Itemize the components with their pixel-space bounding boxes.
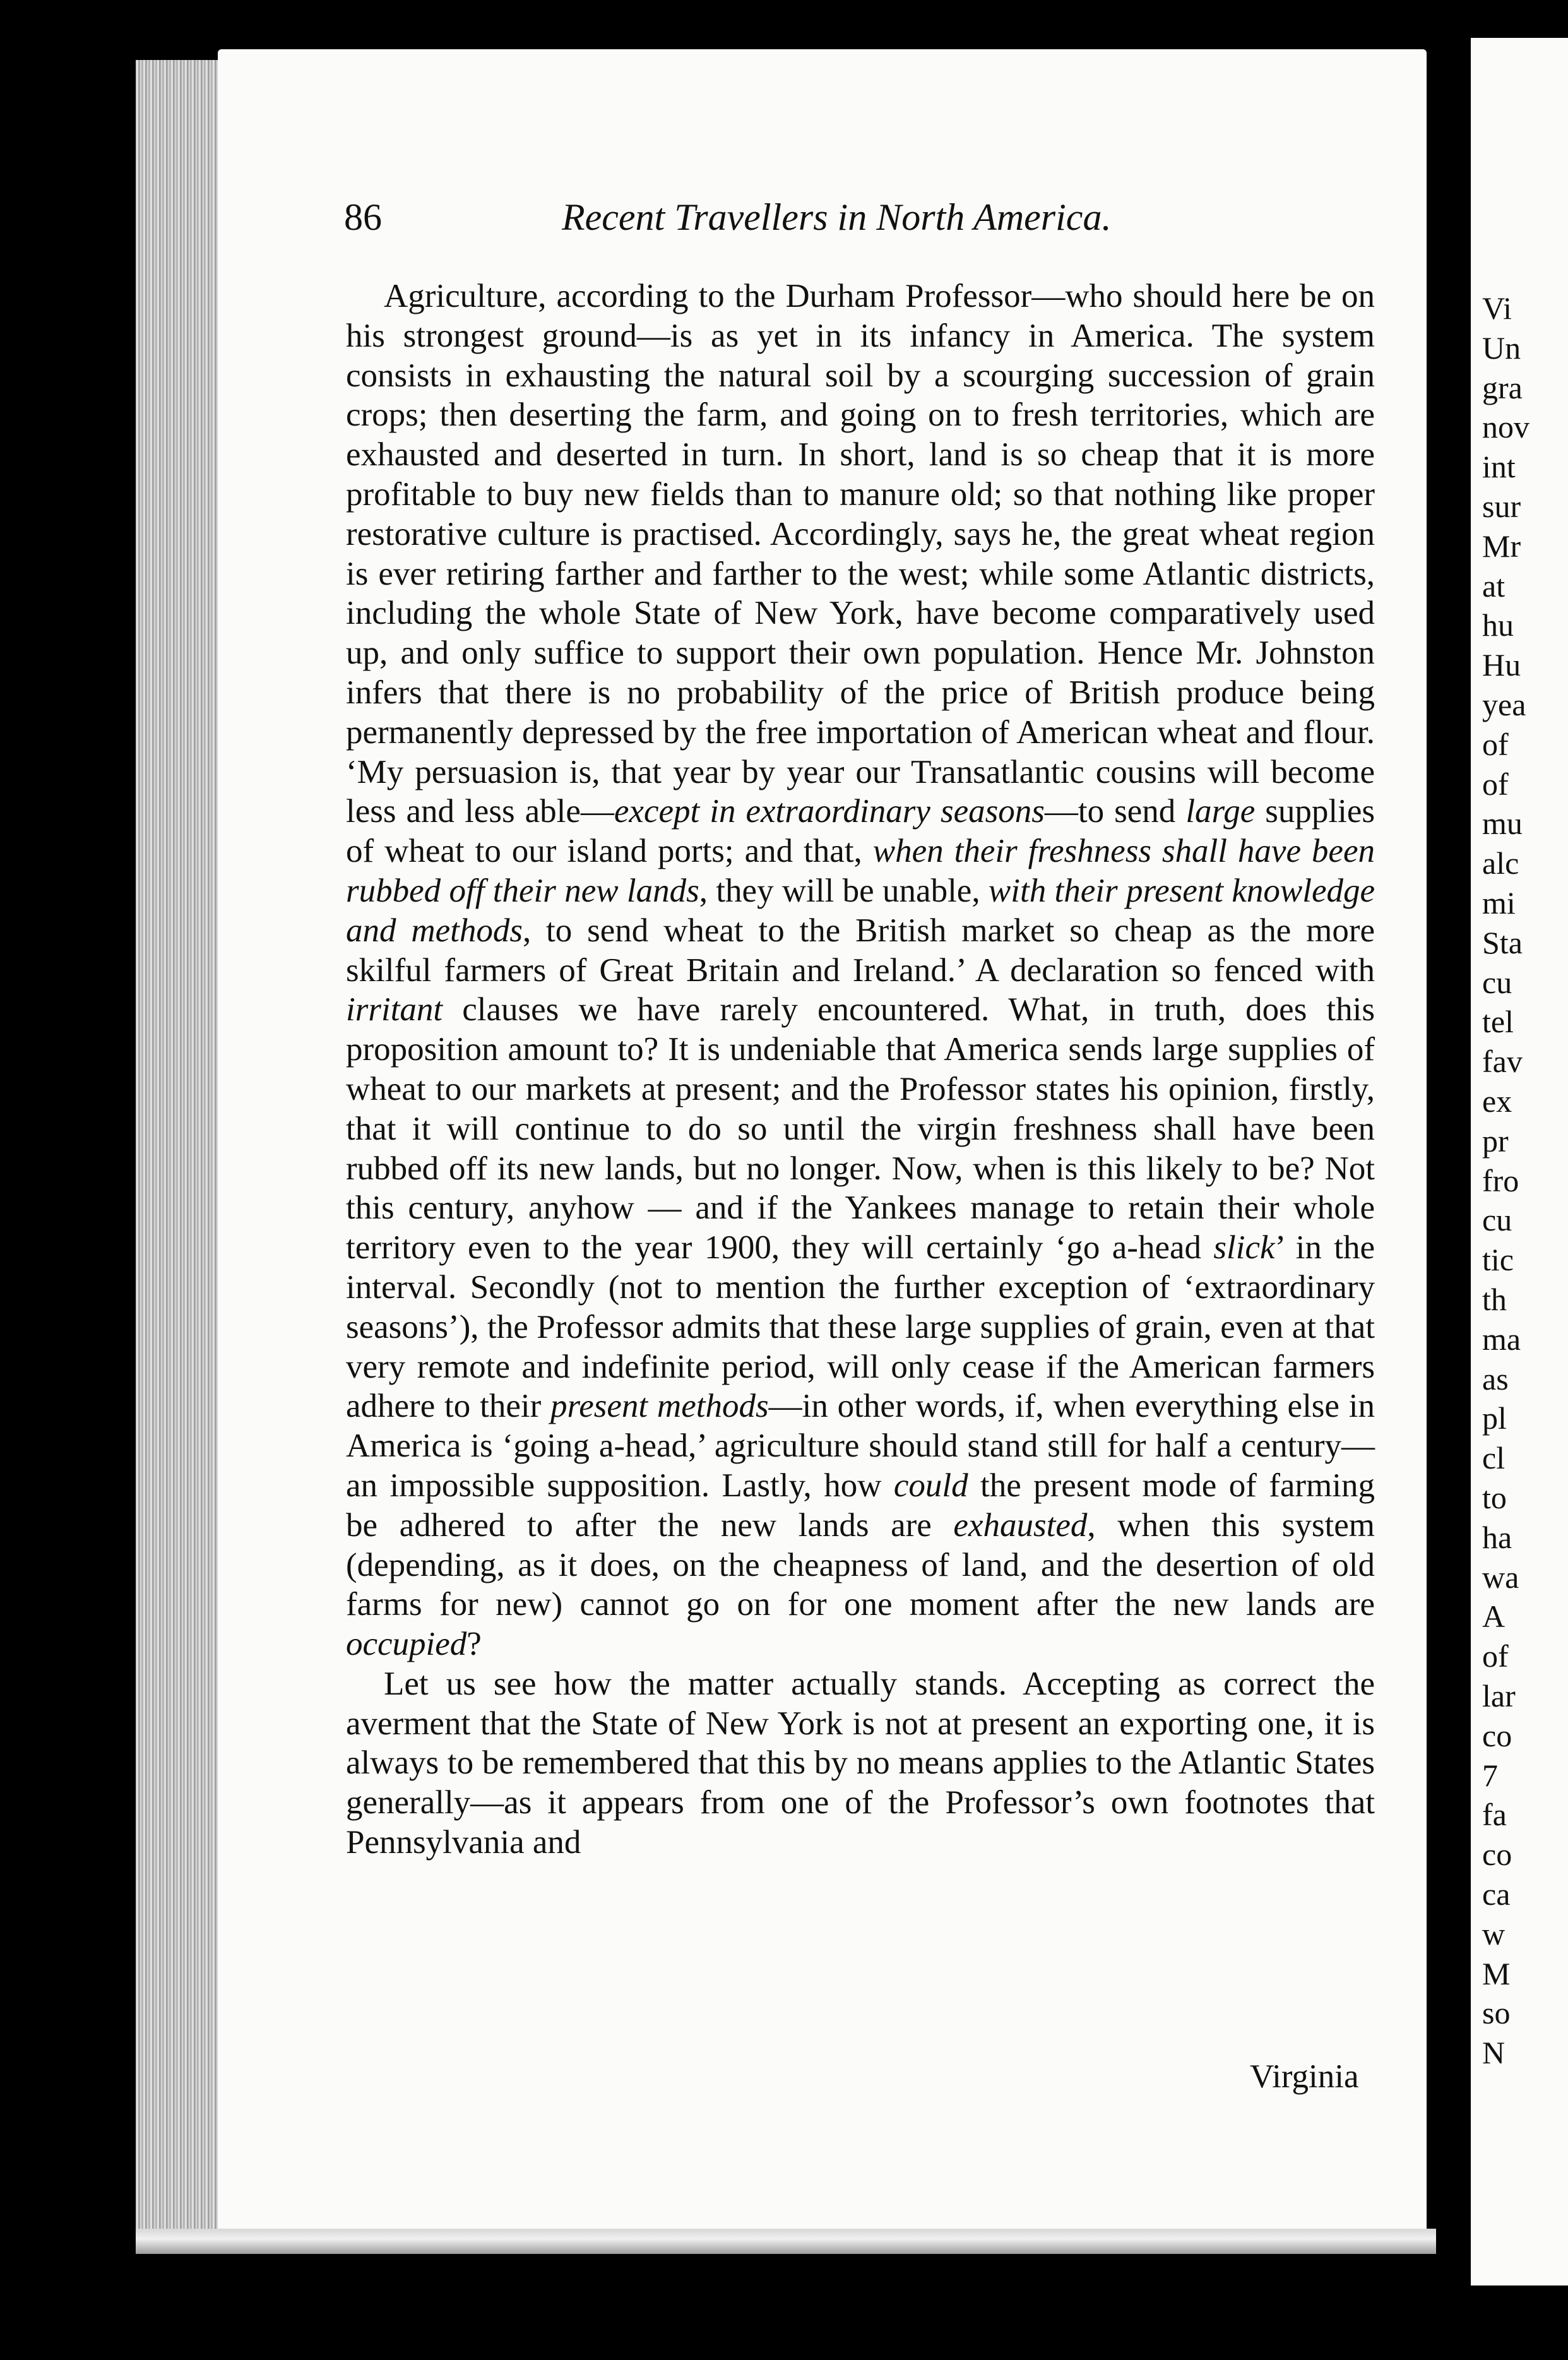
next-page-line-fragment: hu (1482, 607, 1514, 643)
text-run: , to send wheat to the British market so cheap as the more skilful farmers of Great Britain and Ireland.’ A declaration so fenced with (346, 912, 1375, 989)
next-page-line-fragment: tel (1482, 1004, 1514, 1040)
next-page-line-fragment: yea (1482, 687, 1526, 722)
italic-text: irritant (346, 991, 443, 1028)
italic-text: except in extraordinary seasons (614, 793, 1045, 830)
next-page-line-fragment: A (1482, 1599, 1506, 1635)
next-page-line-fragment: gra (1482, 369, 1523, 405)
next-page-line-fragment: th (1482, 1282, 1507, 1317)
next-page-line-fragment: w (1482, 1916, 1506, 1952)
next-page-line-fragment: sur (1482, 489, 1521, 524)
next-page-line-fragment: of (1482, 766, 1509, 802)
italic-text: with their present knowledge and methods (346, 872, 1375, 949)
next-page-line-fragment: N (1482, 2035, 1506, 2071)
next-page-line-fragment: co (1482, 1837, 1512, 1873)
next-page-fragment (1471, 38, 1568, 2286)
next-page-line-fragment: Mr (1482, 528, 1521, 564)
next-page-line-fragment: of (1482, 726, 1509, 762)
text-run: Agriculture, according to the Durham Professor—who should here be on his strongest ground—is as yet in its infancy in America. The system consists in exhausting the natural soil by a scourging succession of grain crops; then deserting the farm, and going on to fresh territories, which are exhausted and deserted in turn. In short, land is so cheap that it is more profitable to buy new fields than to manure old; so that nothing like proper restorative culture is practised. Accordingly, says he, the great wheat region is ever retiring farther and farther to the west; while some Atlantic districts, including the whole State of New York, have become comparatively used up, and only suffice to support their own population. Hence Mr. Johnston infers that there is no probability of the price of British produce being permanently depressed by the free importation of American wheat and flour. ‘My persuasion is, that year by year our Transatlantic cousins will become less and less able— (346, 278, 1375, 830)
italic-text: present methods (550, 1388, 769, 1425)
text-run: ’ in the interval. Secondly (not to mention the further exception of ‘extraordinary seasons’), the Professor admits that these large supplies of grain, even at that very remote and indefinite period, will only cease if the American farmers adhere to their (346, 1229, 1375, 1425)
text-run: Let us see how the matter actually stands. Accepting as correct the averment that the State of New York is not at present an exporting one, it is always to be remembered that this by no means applies to the Atlantic States generally—as it appears from one of the Professor’s own footnotes that Pennsylvania and (346, 1665, 1375, 1861)
text-run: supplies of wheat to our island ports; and that, (346, 793, 1375, 870)
next-page-line-fragment: mu (1482, 806, 1523, 842)
text-run: , when this system (depending, as it does, on the cheapness of land, and the desertion of old farms for new) cannot go on for one moment after the new lands are (346, 1506, 1375, 1623)
paragraph (346, 1664, 1375, 1862)
next-page-line-fragment: ca (1482, 1876, 1511, 1912)
text-run: the present mode of farming be adhered to after the new lands are (346, 1467, 1375, 1544)
italic-text: slick (1213, 1229, 1275, 1266)
italic-text: occupied (346, 1626, 467, 1663)
next-page-line-fragment: Un (1482, 330, 1521, 366)
next-page-line-fragment: of (1482, 1638, 1509, 1674)
italic-text: large (1185, 793, 1256, 830)
body-text (346, 277, 1375, 1862)
text-run: —in other words, if, when everything else in America is ‘going a-head,’ agriculture should stand still for half a century—an impossible supposition. Lastly, how (346, 1388, 1375, 1504)
italic-text: exhausted (953, 1506, 1088, 1544)
page-header (344, 196, 1190, 246)
running-title: Recent Travellers in North America. (562, 196, 1112, 238)
paragraph (346, 277, 1375, 1664)
next-page-line-fragment: Sta (1482, 924, 1523, 960)
next-page-line-fragment: nov (1482, 409, 1529, 445)
next-page-line-fragment: so (1482, 1995, 1511, 2031)
next-page-line-fragment: pl (1482, 1400, 1507, 1436)
page-bottom-edge (136, 2229, 1436, 2254)
next-page-line-fragment: int (1482, 449, 1516, 485)
next-page-line-fragment: tic (1482, 1242, 1514, 1278)
next-page-line-fragment: cu (1482, 964, 1512, 1000)
next-page-line-fragment: as (1482, 1361, 1509, 1397)
next-page-line-fragment: cl (1482, 1440, 1506, 1476)
next-page-line-fragment: fro (1482, 1162, 1519, 1198)
text-run: , they will be unable, (699, 872, 989, 909)
text-run: ? (466, 1626, 482, 1663)
next-page-line-fragment: Vi (1482, 290, 1512, 326)
next-page-line-fragment: fav (1482, 1044, 1523, 1080)
catchword: Virginia (1250, 2058, 1359, 2095)
page-number: 86 (344, 196, 382, 238)
next-page-line-fragment: mi (1482, 885, 1516, 921)
next-page-line-fragment: ha (1482, 1519, 1512, 1555)
text-run: clauses we have rarely encountered. What, in truth, does this proposition amount to? It is undeniable that America sends large supplies of wheat to our markets at present; and the Professor states his opinion, firstly, that it will continue to do so until the virgin freshness shall have been rubbed off its new lands, but no longer. Now, when is this likely to be? Not this century, anyhow — and if the Yankees manage to retain their whole territory even to the year 1900, they will certainly ‘go a-head (346, 991, 1375, 1266)
next-page-line-fragment: ex (1482, 1083, 1512, 1119)
italic-text: could (893, 1467, 968, 1504)
next-page-line-fragment: M (1482, 1955, 1511, 1991)
next-page-line-fragment: wa (1482, 1559, 1519, 1595)
next-page-line-fragment: to (1482, 1480, 1507, 1515)
next-page-line-fragment: 7 (1482, 1757, 1498, 1793)
next-page-line-fragment: Hu (1482, 647, 1521, 683)
next-page-line-fragment: pr (1482, 1123, 1509, 1159)
next-page-line-fragment: alc (1482, 845, 1519, 881)
italic-text: when their freshness shall have been rubbed off their new lands (346, 833, 1375, 909)
next-page-line-fragment: co (1482, 1717, 1512, 1753)
next-page-line-fragment: ma (1482, 1321, 1521, 1357)
next-page-line-fragment: lar (1482, 1678, 1516, 1713)
next-page-line-fragment: cu (1482, 1202, 1512, 1238)
text-run: —to send (1044, 793, 1186, 830)
next-page-line-fragment: fa (1482, 1797, 1507, 1833)
next-page-line-fragment: at (1482, 568, 1506, 604)
